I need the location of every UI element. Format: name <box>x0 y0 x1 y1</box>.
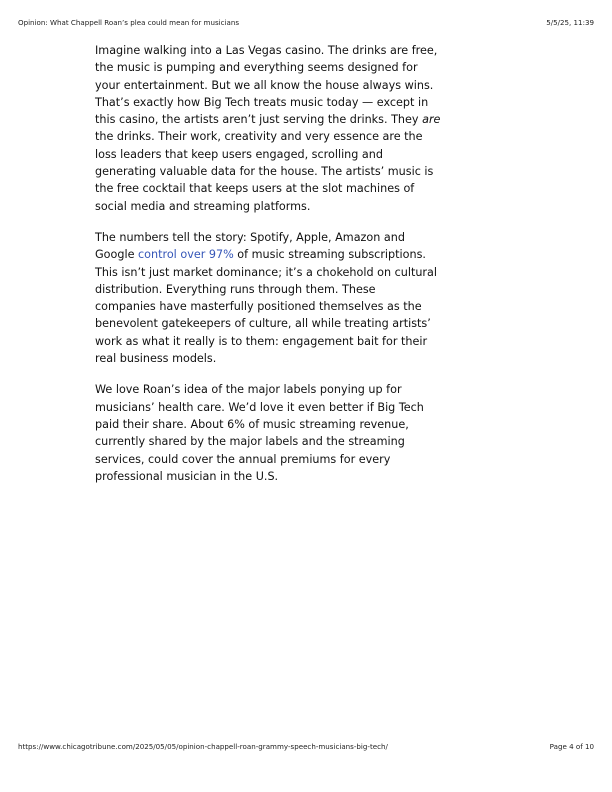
paragraph-3-line-5: services, could cover the annual premiums for every <box>95 452 391 466</box>
article-paragraph-1 <box>95 42 441 215</box>
paragraph-3-line-4: currently shared by the major labels and the streaming <box>95 435 405 449</box>
paragraph-3-line-3: paid their share. About 6% of music streaming revenue, <box>95 417 409 431</box>
page-number: Page 4 of 10 <box>549 742 594 751</box>
paragraph-2-line-4: distribution. Everything runs through them. These <box>95 282 376 296</box>
article-paragraph-3 <box>95 381 425 485</box>
print-header <box>18 18 594 27</box>
paragraph-2-line-6: benevolent gatekeepers of culture, all while treating artists’ <box>95 317 431 331</box>
paragraph-1-line-9: the free cocktail that keeps users at the slot machines of <box>95 182 415 196</box>
paragraph-2-line-7: work as what it really is to them: engagement bait for their <box>95 334 428 348</box>
page-url: https://www.chicagotribune.com/2025/05/05/opinion-chappell-roan-grammy-speech-musicians-big-tech/ <box>18 742 388 751</box>
article-body <box>95 42 441 499</box>
paragraph-3-line-2: musicians’ health care. We’d love it even better if Big Tech <box>95 400 424 414</box>
paragraph-1-line-3: your entertainment. But we all know the house always wins. <box>95 78 434 92</box>
paragraph-1-line-2: the music is pumping and everything seems designed for <box>95 61 418 75</box>
article-paragraph-2 <box>95 229 437 367</box>
paragraph-1-line-1: Imagine walking into a Las Vegas casino. The drinks are free, <box>95 44 438 57</box>
print-date-time: 5/5/25, 11:39 <box>546 18 594 27</box>
paragraph-3-line-6: professional musician in the U.S. <box>95 469 279 483</box>
paragraph-1-line-10: social media and streaming platforms. <box>95 199 311 213</box>
paragraph-1-line-5 <box>95 111 441 128</box>
paragraph-2-line-5: companies have masterfully positioned themselves as the <box>95 300 422 314</box>
paragraph-1-line-8: generating valuable data for the house. The artists’ music is <box>95 165 434 179</box>
paragraph-1-line-7: loss leaders that keep users engaged, scrolling and <box>95 147 383 161</box>
paragraph-1-line-4: That’s exactly how Big Tech treats music today — except in <box>95 95 429 109</box>
paragraph-1-line-6: the drinks. Their work, creativity and very essence are the <box>95 130 423 144</box>
paragraph-2-line-1: The numbers tell the story: Spotify, Apple, Amazon and <box>95 230 405 244</box>
paragraph-2-line-2-after-link: of music streaming subscriptions. <box>233 248 426 262</box>
paragraph-2-line-3: This isn’t just market dominance; it’s a chokehold on cultural <box>95 265 437 279</box>
emphasis-are: are <box>422 113 441 127</box>
paragraph-2-line-2 <box>95 246 425 263</box>
paragraph-1-line-5-text: this casino, the artists aren’t just serving the drinks. They <box>95 113 423 127</box>
paragraph-2-line-8: real business models. <box>95 352 217 366</box>
paragraph-2-line-2-before-link: Google <box>95 248 139 262</box>
control-over-97-percent-link[interactable]: control over 97% <box>138 248 234 262</box>
page-title: Opinion: What Chappell Roan’s plea could mean for musicians <box>18 18 240 27</box>
paragraph-3-line-1: We love Roan’s idea of the major labels ponying up for <box>95 383 402 397</box>
print-footer <box>18 742 594 751</box>
